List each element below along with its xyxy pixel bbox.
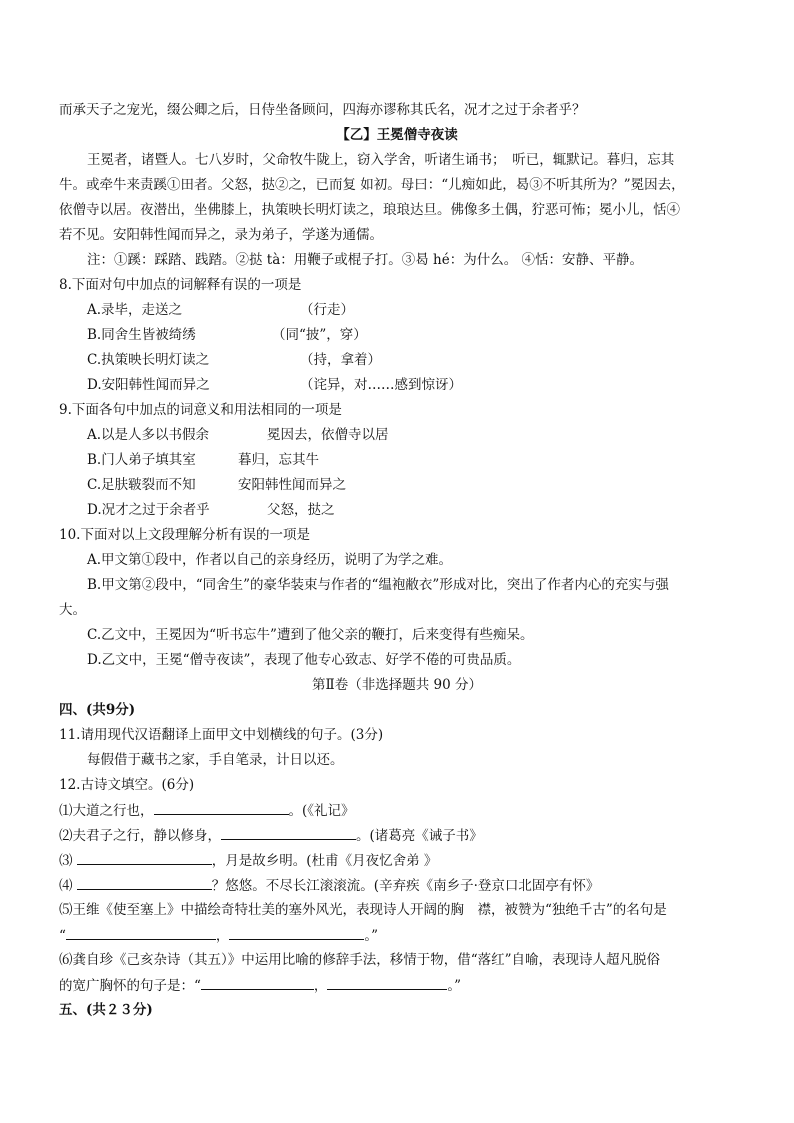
answer-blank[interactable] (77, 876, 212, 890)
section-title-yi: 【乙】王冕僧寺夜读 (336, 127, 458, 143)
answer-blank[interactable] (201, 976, 314, 990)
question-11-stem: 11.请用现代汉语翻译上面甲文中划横线的句子。(3分) (59, 727, 384, 743)
open-quote: “ (59, 928, 66, 944)
q8-option-c-gloss: （持，拿着） (300, 352, 381, 368)
q9-option-a: A.以是人多以书假余 (87, 427, 210, 443)
q8-option-d-gloss: （诧异，对……感到惊讶） (300, 377, 462, 393)
question-12-stem: 12.古诗文填空。(6分) (59, 777, 195, 793)
q10-option-c: C.乙文中，王冕因为“听书忘牛”遭到了他父亲的鞭打，后来变得有些痴呆。 (87, 627, 534, 643)
answer-blank[interactable] (66, 926, 216, 940)
q9-option-c: C.足肤皲裂而不知 (87, 477, 196, 493)
q8-option-a: A.录毕，走送之 (87, 302, 183, 318)
yi-text-line: 牛。或牵牛来责蹊①田者。父怒，挞②之，已而复 如初。母曰：“儿痴如此，曷③不听其所为？”冕因去， (59, 177, 685, 193)
q8-option-b-gloss: （同“披”，穿） (272, 327, 367, 343)
answer-blank[interactable] (154, 801, 289, 815)
q9-option-d: D.况才之过于余者乎 (87, 502, 210, 518)
q12-item-3-prefix: ⑶ (59, 853, 77, 869)
yi-text-line: 若不见。安阳韩性闻而异之，录为弟子，学遂为通儒。 (59, 227, 383, 243)
q12-item-3-source: ，月是故乡明。(杜甫《月夜忆舍弟 》 (211, 853, 438, 869)
q12-item-2-source: 。(诸葛亮《诫子书》 (356, 828, 483, 844)
q12-item-4-source: ？悠悠。不尽长江滚滚流。(辛弃疾《南乡子·登京口北固亭有怀》 (211, 878, 600, 894)
close-quote: 。” (447, 978, 462, 994)
q8-option-b: B.同舍生皆被绮绣 (87, 327, 196, 343)
q12-item-1-prefix: ⑴大道之行也， (59, 803, 154, 819)
q10-option-b: B.甲文第②段中，“同舍生”的豪华装束与作者的“缊袍敝衣”形成对比，突出了作者内心的充实与强 (87, 577, 669, 593)
q12-item-4 (59, 876, 599, 895)
part-2-title: 第Ⅱ卷（非选择题共 90 分） (312, 677, 482, 693)
q12-item-6-prefix: 的宽广胸怀的句子是：“ (59, 978, 201, 994)
q10-option-a: A.甲文第①段中，作者以自己的亲身经历，说明了为学之难。 (87, 552, 453, 568)
q12-item-1-source: 。(《礼记》 (288, 803, 355, 819)
annotation-notes: 注：①蹊：踩踏、践踏。②挞 tà：用鞭子或棍子打。③曷 hé：为什么。 ④恬：安静、平静。 (87, 252, 644, 268)
q12-item-2 (59, 826, 483, 845)
q9-option-b: B.门人弟子填其室 (87, 452, 196, 468)
answer-blank[interactable] (229, 926, 364, 940)
q11-sentence: 每假借于藏书之家，手自笔录，计日以还。 (87, 752, 344, 768)
q8-option-c: C.执策映长明灯读之 (87, 352, 210, 368)
question-10-stem: 10.下面对以上文段理解分析有误的一项是 (59, 527, 310, 543)
q9-option-d-pair: 父怒，挞之 (267, 502, 335, 518)
q8-option-d: D.安阳韩性闻而异之 (87, 377, 210, 393)
answer-blank[interactable] (221, 826, 356, 840)
answer-blank[interactable] (77, 851, 212, 865)
comma: ， (215, 928, 230, 944)
q9-option-b-pair: 暮归，忘其牛 (238, 452, 319, 468)
question-8-stem: 8.下面对句中加点的词解释有误的一项是 (59, 277, 302, 293)
question-9-stem: 9.下面各句中加点的词意义和用法相同的一项是 (59, 402, 342, 418)
q9-option-c-pair: 安阳韩性闻而异之 (238, 477, 346, 493)
q8-option-a-gloss: （行走） (300, 302, 354, 318)
q10-option-b-continued: 大。 (59, 602, 86, 618)
answer-blank[interactable] (327, 976, 447, 990)
q12-item-5-answer-line (59, 926, 378, 945)
q12-item-5: ⑸王维《使至塞上》中描绘奇特壮美的塞外风光，表现诗人开阔的胸 襟，被赞为“独绝千古”的名句是 (59, 902, 667, 918)
section-4-heading: 四、(共9分) (59, 702, 136, 718)
section-5-heading: 五、(共２３分) (59, 1002, 153, 1018)
q10-option-d: D.乙文中，王冕“僧寺夜读”，表现了他专心致志、好学不倦的可贵品质。 (87, 652, 521, 668)
q12-item-6-answer-line (59, 976, 461, 995)
comma: ， (313, 978, 328, 994)
q12-item-4-prefix: ⑷ (59, 878, 77, 894)
q12-item-1 (59, 801, 355, 820)
q9-option-a-pair: 冕因去，依僧寺以居 (267, 427, 389, 443)
yi-text-line: 王冕者，诸暨人。七八岁时，父命牧牛陇上，窃入学舍，听诸生诵书； 听已，辄默记。暮归，忘其 (87, 152, 675, 168)
q12-item-3 (59, 851, 437, 870)
q12-item-2-prefix: ⑵夫君子之行，静以修身， (59, 828, 221, 844)
passage-last-line: 而承天子之宠光，缀公卿之后，日侍坐备顾问，四海亦谬称其氏名，况才之过于余者乎？ (59, 102, 586, 118)
yi-text-line: 依僧寺以居。夜潜出，坐佛膝上，执策映长明灯读之，琅琅达旦。佛像多土偶，狞恶可怖；冕小儿，恬④ (59, 202, 680, 218)
close-quote: 。” (364, 928, 379, 944)
q12-item-6: ⑹龚自珍《己亥杂诗（其五）》中运用比喻的修辞手法，移情于物，借“落红”自喻，表现诗人超凡脱俗 (59, 952, 661, 968)
